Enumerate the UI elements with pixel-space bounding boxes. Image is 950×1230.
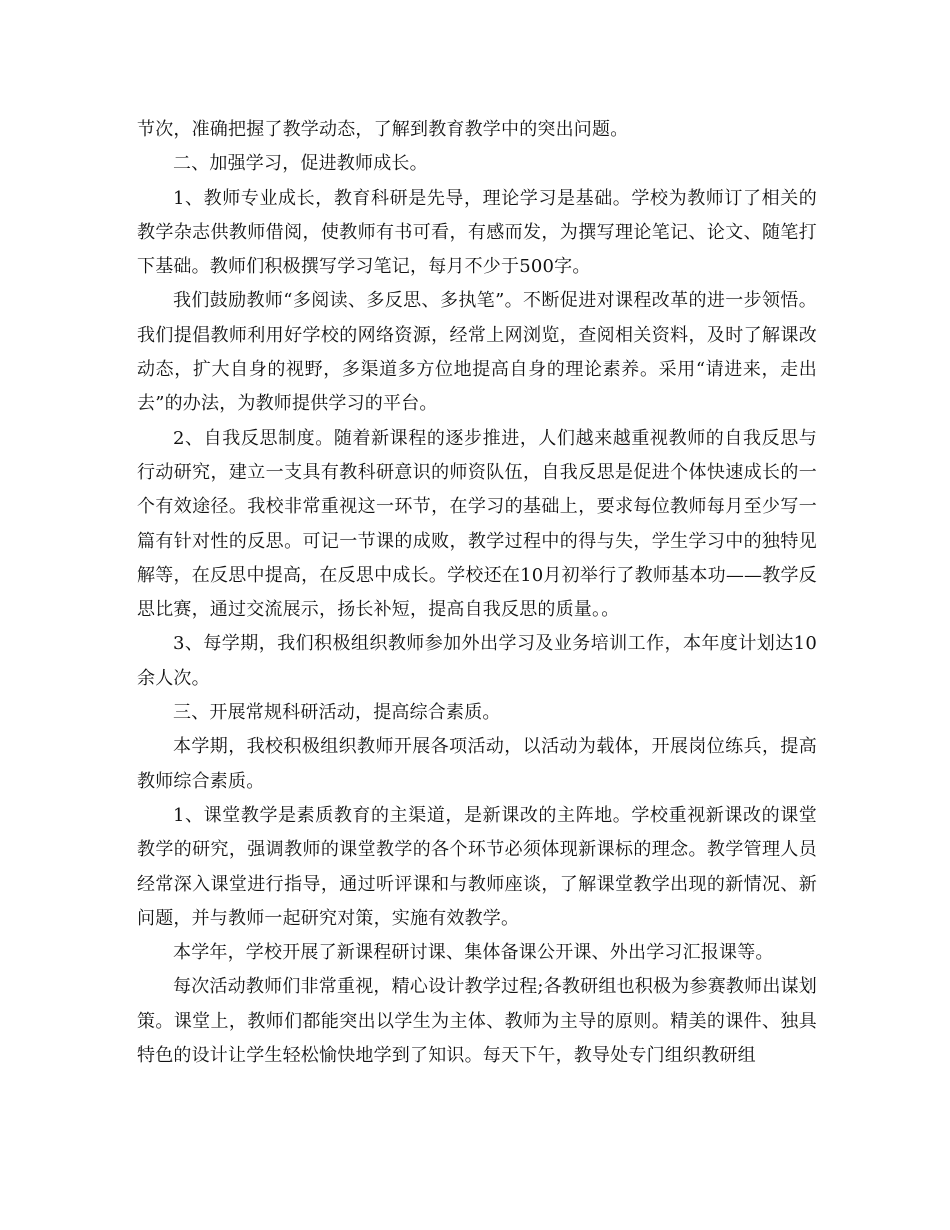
paragraph-self-reflection: 2、自我反思制度。随着新课程的逐步推进，人们越来越重视教师的自我反思与行动研究，建立一支具有教科研意识的师资队伍，自我反思是促进个体快速成长的一个有效途径。我校非常重视这一环节，在学习的基础上，要求每位教师每月至少写一篇有针对性的反思。可记一节课的成败，教学过程中的得与失，学生学习中的独特见解等，在反思中提高，在反思中成长。学校还在10月初举行了教师基本功——教学反思比赛，通过交流展示，扬长补短，提高自我反思的质量。。 <box>137 427 817 621</box>
paragraph-classroom-teaching: 1、课堂教学是素质教育的主渠道，是新课改的主阵地。学校重视新课改的课堂教学的研究，强调教师的课堂教学的各个环节必须体现新课标的理念。教学管理人员经常深入课堂进行指导，通过听评课和与教师座谈，了解课堂教学出现的新情况、新问题，并与教师一起研究对策，实施有效教学。 <box>137 804 817 929</box>
document-body <box>137 113 817 1073</box>
paragraph-activity-details: 每次活动教师们非常重视，精心设计教学过程;各教研组也积极为参赛教师出谋划策。课堂上，教师们都能突出以学生为主体、教师为主导的原则。精美的课件、独具特色的设计让学生轻松愉快地学到了知识。每天下午，教导处专门组织教研组 <box>137 976 817 1067</box>
paragraph-encourage-reading: 我们鼓励教师“多阅读、多反思、多执笔”。不断促进对课程改革的进一步领悟。我们提倡教师利用好学校的网络资源，经常上网浏览，查阅相关资料，及时了解课改动态，扩大自身的视野，多渠道多方位地提高自身的理论素养。采用“请进来，走出去”的办法，为教师提供学习的平台。 <box>137 290 817 415</box>
paragraph-external-training: 3、每学期，我们积极组织教师参加外出学习及业务培训工作，本年度计划达10余人次。 <box>137 633 817 689</box>
paragraph-professional-growth: 1、教师专业成长，教育科研是先导，理论学习是基础。学校为教师订了相关的教学杂志供教师借阅，使教师有书可看，有感而发，为撰写理论笔记、论文、随笔打下基础。教师们积极撰写学习笔记，每月不少于500字。 <box>137 187 817 278</box>
paragraph-continuation: 节次，准确把握了教学动态，了解到教育教学中的突出问题。 <box>137 119 629 140</box>
section-heading-3: 三、开展常规科研活动，提高综合素质。 <box>173 702 501 724</box>
section-heading-2: 二、加强学习，促进教师成长。 <box>173 153 428 175</box>
paragraph-academic-year: 本学年，学校开展了新课程研讨课、集体备课公开课、外出学习汇报课等。 <box>173 942 774 964</box>
paragraph-semester-activities: 本学期，我校积极组织教师开展各项活动，以活动为载体，开展岗位练兵，提高教师综合素质。 <box>137 736 817 792</box>
